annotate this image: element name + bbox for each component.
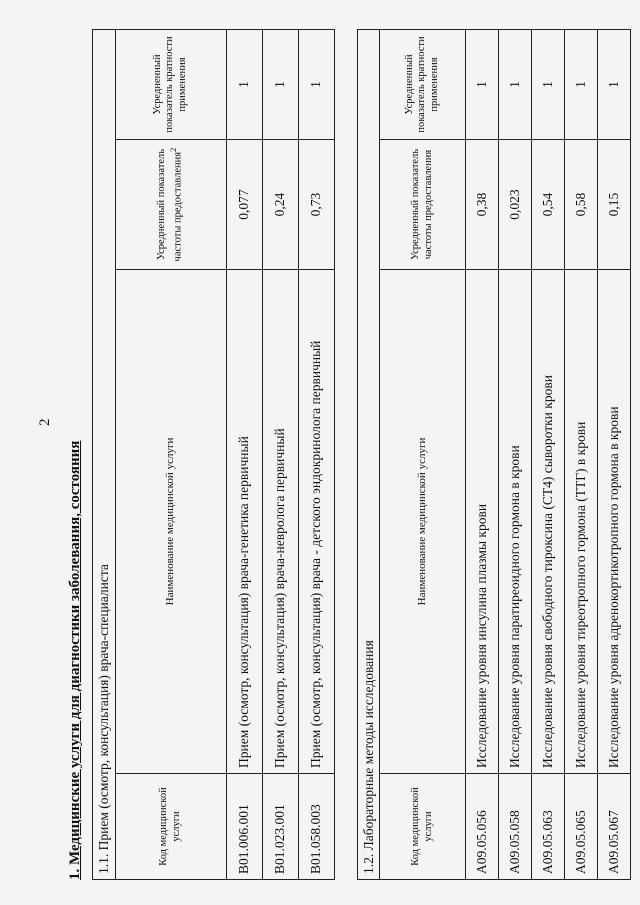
frequency-value: 0,73: [298, 140, 334, 270]
frequency-value: 0,023: [499, 140, 532, 270]
service-name: Исследование уровня тиреотропного гормона (ТТГ) в крови: [565, 270, 598, 774]
service-code: B01.023.001: [262, 774, 298, 880]
service-code: A09.05.063: [532, 774, 565, 880]
frequency-value: 0,38: [466, 140, 499, 270]
service-code: A09.05.058: [499, 774, 532, 880]
multiplicity-value: 1: [466, 29, 499, 139]
column-header-frequency: Усредненный показатель частоты предоставления$^2$: [115, 140, 226, 270]
service-code: A09.05.067: [598, 774, 631, 880]
frequency-value: 0,077: [226, 140, 262, 270]
service-name: Прием (осмотр, консультация) врача - детского эндокринолога первичный: [298, 270, 334, 774]
table-row: [532, 29, 565, 879]
frequency-value: 0,24: [262, 140, 298, 270]
multiplicity-value: 1: [499, 29, 532, 139]
service-name: Исследование уровня адренокортикотропного гормона в крови: [598, 270, 631, 774]
column-header-multiplicity: Усредненный показатель кратности применения: [380, 29, 466, 139]
table-caption: 1.2. Лабораторные методы исследования: [357, 29, 380, 879]
table-row: [598, 29, 631, 879]
multiplicity-value: 1: [532, 29, 565, 139]
service-name: Исследование уровня свободного тироксина (СТ4) сыворотки крови: [532, 270, 565, 774]
service-code: A09.05.065: [565, 774, 598, 880]
frequency-value: 0,54: [532, 140, 565, 270]
specialist-consultation-table: [92, 29, 335, 880]
service-code: A09.05.056: [466, 774, 499, 880]
laboratory-methods-table: [357, 29, 632, 880]
multiplicity-value: 1: [226, 30, 262, 140]
service-code: B01.006.001: [226, 774, 262, 880]
multiplicity-value: 1: [262, 30, 298, 140]
frequency-value: 0,15: [598, 140, 631, 270]
multiplicity-value: 1: [565, 29, 598, 139]
table-row: [226, 30, 262, 880]
multiplicity-value: 1: [298, 30, 334, 140]
table-row: [466, 29, 499, 879]
multiplicity-value: 1: [598, 29, 631, 139]
column-header-code: Код медицинской услуги: [380, 774, 466, 880]
footnote-mark: 2: [168, 147, 179, 152]
service-name: Прием (осмотр, консультация) врача-генетика первичный: [226, 270, 262, 774]
service-name: Исследование уровня инсулина плазмы крови: [466, 270, 499, 774]
table-caption: 1.1. Прием (осмотр, консультация) врача-специалиста: [93, 30, 116, 880]
column-header-multiplicity: Усредненный показатель кратности применения: [115, 30, 226, 140]
table-row: [565, 29, 598, 879]
table-row: [262, 30, 298, 880]
table-row: [499, 29, 532, 879]
column-header-code: Код медицинской услуги: [115, 774, 226, 880]
frequency-value: 0,58: [565, 140, 598, 270]
service-code: B01.058.003: [298, 774, 334, 880]
document-content: [67, 30, 631, 880]
column-header-name: Наименование медицинской услуги: [380, 270, 466, 774]
service-name: Исследование уровня паратиреоидного гормона в крови: [499, 270, 532, 774]
service-name: Прием (осмотр, консультация) врача-невролога первичный: [262, 270, 298, 774]
page-number: 2: [37, 418, 53, 426]
table-row: [298, 30, 334, 880]
column-header-frequency: Усредненный показатель частоты предоставления: [380, 140, 466, 270]
section-title: 1. Медицинские услуги для диагностики заболевания, состояния: [67, 440, 83, 880]
column-header-name: Наименование медицинской услуги: [115, 270, 226, 774]
